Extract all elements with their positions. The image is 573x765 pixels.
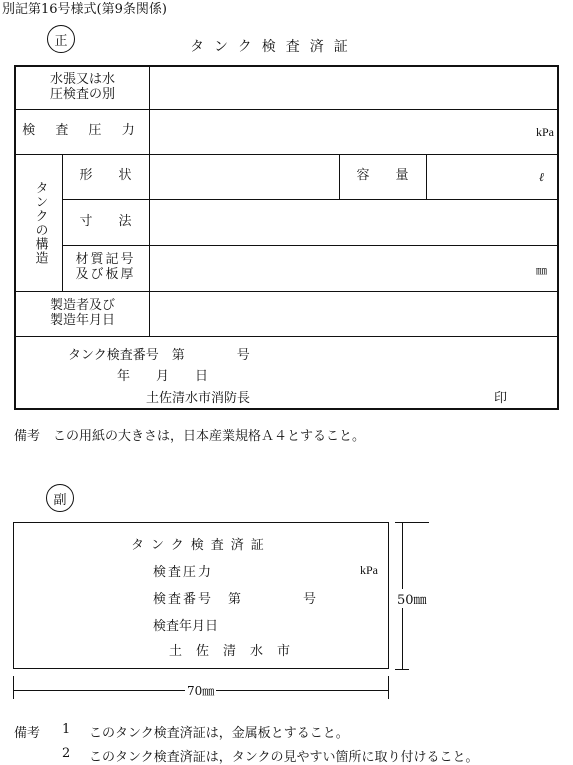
original-note: 備考 この用紙の大きさは，日本産業規格Ａ４とすること。 [14,429,366,444]
copy-pressure-label: 検査圧力 [153,565,214,580]
copy-mark: 副 [46,484,74,512]
pressure-unit: kPa [536,125,554,139]
capacity-label: 容 量 [356,168,409,184]
copy-note-2-text: このタンク検査済証は，タンクの見やすい箇所に取り付けること。 [89,750,479,765]
water-test-label: 水張又は水 圧検査の別 [49,72,115,102]
original-title: タンク検査済証 [190,39,358,55]
width-dimension-tick-right [388,676,389,699]
shape-label: 形 状 [79,168,132,184]
dimension-label: 寸 法 [79,213,132,229]
height-dimension-tick-bottom [395,669,409,670]
material-label: 材質記号 及び板厚 [75,252,136,282]
copy-note-1-text: このタンク検査済証は，金属板とすること。 [89,726,349,741]
copy-number-label: 検査番号 第 号 [153,592,319,607]
original-mark: 正 [47,25,75,53]
copy-city: 土佐清水市 [169,644,305,659]
copy-date-label: 検査年月日 [153,619,219,634]
copy-title: タンク検査済証 [131,538,271,553]
inspection-certificate-form [14,65,559,410]
capacity-unit: ℓ [539,170,544,184]
width-dimension-tick-left [13,676,14,699]
height-dimension-tick-top [395,522,429,523]
width-dimension-label: 70㎜ [187,684,215,698]
maker-label: 製造者及び 製造年月日 [49,297,115,328]
structure-label: タンクの構造 [32,180,48,265]
seal-mark: 印 [494,391,508,406]
copy-notes-heading: 備考 [14,726,41,741]
copy-pressure-unit: kPa [360,563,378,577]
date-line: 年 月 日 [117,369,209,384]
copy-note-2-num: 2 [62,746,71,761]
thickness-unit: ㎜ [536,264,547,277]
issuer: 土佐清水市消防長 [146,391,251,406]
form-number: 別記第16号様式(第9条関係) [2,2,167,17]
copy-plate [13,522,389,669]
inspection-number-line: タンク検査番号 第 号 [68,348,250,363]
height-dimension-label: 50㎜ [396,589,428,608]
copy-note-1-num: 1 [62,722,71,737]
pressure-label: 検 査 圧 力 [22,123,143,139]
